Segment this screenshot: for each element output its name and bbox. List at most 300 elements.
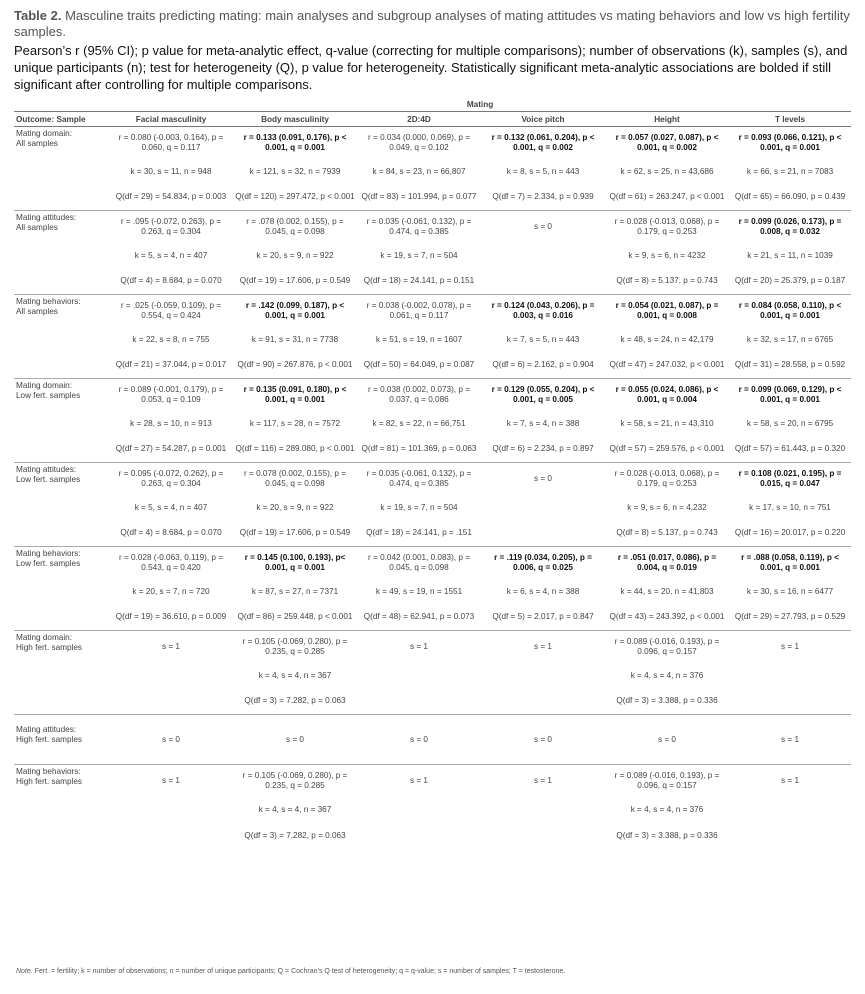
outcome-sample-cell [14,765,109,849]
table-cell [109,159,233,185]
table-cell [357,605,481,631]
table-cell [481,243,605,269]
table-cell [729,689,851,715]
sample-label: High fert. samples [16,777,82,786]
table-cell [109,463,233,495]
column-header: Height [605,112,729,127]
table-row [14,353,851,379]
table-cell [481,765,605,797]
table-cell [109,185,233,211]
cell-value: Q(df = 4) = 8.684, p = 0.070 [120,276,222,286]
cell-value: r = 0.089 (-0.001, 0.179), p = 0.053, q = 0.109 [118,384,224,404]
table-cell [729,185,851,211]
cell-value: s = 1 [781,641,800,651]
table-cell [605,631,729,663]
table-cell [109,547,233,579]
table-row [14,797,851,823]
cell-value: r = 0.105 (-0.069, 0.280), p = 0.235, q = 0.285 [242,636,348,656]
table-cell [109,797,233,823]
cell-value: Q(df = 20) = 25.379, p = 0.187 [734,276,846,286]
table-cell [605,715,729,765]
cell-value: r = 0.078 (0.002, 0.155), p = 0.045, q = 0.098 [244,468,346,488]
table-cell [605,547,729,579]
outcome-label: Mating behaviors: [16,767,81,776]
mating-group-header: Mating [466,99,494,109]
table-cell [729,521,851,547]
cell-value: r = 0.093 (0.066, 0.121), p < 0.001, q = 0.001 [738,132,842,152]
table-cell [233,127,357,159]
table-cell [357,269,481,295]
table-cell [357,715,481,765]
table-cell [233,547,357,579]
cell-value: Q(df = 29) = 54.834, p = 0.003 [115,192,227,202]
table-cell [109,295,233,327]
column-header: Body masculinity [233,112,357,127]
table-cell [109,715,233,765]
outcome-sample-cell [14,631,109,715]
cell-value: Q(df = 16) = 20.017, p = 0.220 [734,528,846,538]
table-cell [605,411,729,437]
table-cell [481,579,605,605]
sample-label: Low fert. samples [16,559,81,568]
table-row [14,327,851,353]
cell-value: Q(df = 116) = 289.080, p < 0.001 [235,444,355,454]
cell-value: r = 0.034 (0.000, 0.069), p = 0.049, q = 0.102 [368,132,470,152]
cell-value: k = 48, s = 24, n = 42,179 [620,334,714,344]
column-header: Outcome: Sample [14,112,109,127]
outcome-sample-cell [14,463,109,547]
table-row [14,547,851,579]
cell-value: r = .051 (0.017, 0.086), p = 0.004, q = 0.019 [617,552,717,572]
cell-value: k = 62, s = 25, n = 43,686 [620,166,714,176]
cell-value: s = 1 [534,775,552,785]
table-cell [233,579,357,605]
table-cell [481,327,605,353]
table-cell [357,353,481,379]
table-cell [357,765,481,797]
table-cell [357,495,481,521]
cell-value: k = 32, s = 17, n = 6765 [746,334,834,344]
cell-value: k = 6, s = 4, n = 388 [506,586,580,596]
cell-value: r = 0.080 (-0.003, 0.164), p = 0.060, q = 0.117 [118,132,224,152]
cell-value: s = 0 [162,734,180,744]
cell-value: Q(df = 8) = 5.137, p = 0.743 [616,528,718,538]
cell-value: Q(df = 6) = 2.162, p = 0.904 [492,360,594,370]
table-cell [729,159,851,185]
table-cell [109,631,233,663]
table-row [14,579,851,605]
cell-value: Q(df = 7) = 2.334, p = 0.939 [492,192,594,202]
outcome-sample-cell [14,211,109,295]
outcome-label: Mating domain: [16,129,72,138]
cell-value: r = 0.132 (0.061, 0.204), p < 0.001, q = 0.002 [491,132,595,152]
table-cell [729,295,851,327]
sample-label: High fert. samples [16,735,82,744]
cell-value: k = 7, s = 4, n = 388 [506,418,580,428]
cell-value: Q(df = 31) = 28.558, p = 0.592 [734,360,846,370]
cell-value: k = 66, s = 21, n = 7083 [746,166,834,176]
table-cell [605,765,729,797]
table-cell [481,663,605,689]
cell-value: r = .142 (0.099, 0.187), p < 0.001, q = 0.001 [245,300,345,320]
cell-value: k = 21, s = 11, n = 1039 [747,250,833,260]
cell-value: k = 19, s = 7, n = 504 [380,250,458,260]
cell-value: Q(df = 61) = 263.247, p < 0.001 [609,192,725,202]
table-cell [605,185,729,211]
table-cell [109,663,233,689]
table-note [16,968,565,975]
outcome-label: Mating attitudes: [16,465,77,474]
cell-value: Q(df = 8) = 5.137, p = 0.743 [616,276,718,286]
table-cell [729,327,851,353]
cell-value: k = 82, s = 22, n = 66,751 [372,418,466,428]
table-cell [109,689,233,715]
table-row [14,159,851,185]
table-cell [357,327,481,353]
table-cell [481,437,605,463]
cell-value: Q(df = 57) = 259.576, p < 0.001 [609,444,725,454]
table-cell [233,437,357,463]
cell-value: r = 0.124 (0.043, 0.206), p = 0.003, q = 0.016 [491,300,595,320]
table-row [14,411,851,437]
table-cell [481,353,605,379]
table-cell [605,797,729,823]
cell-value: r = 0.038 (-0.002, 0.078), p = 0.061, q = 0.117 [366,300,472,320]
sample-label: All samples [16,223,58,232]
outcome-sample-cell [14,715,109,765]
cell-value: k = 30, s = 11, n = 948 [130,166,212,176]
table-cell [109,327,233,353]
cell-value: Q(df = 3) = 3.388, p = 0.336 [616,696,718,706]
cell-value: Q(df = 3) = 7.282, p = 0.063 [244,696,346,706]
table-cell [357,797,481,823]
table-cell [605,327,729,353]
cell-value: Q(df = 43) = 243.392, p < 0.001 [609,612,725,622]
table-cell [729,211,851,243]
table-cell [729,631,851,663]
table-cell [357,159,481,185]
cell-value: s = 0 [286,734,304,744]
cell-value: s = 0 [658,734,676,744]
cell-value: Q(df = 19) = 17.606, p = 0.549 [239,528,351,538]
cell-value: k = 49, s = 19, n = 1551 [375,586,463,596]
table-cell [233,689,357,715]
outcome-label: Mating domain: [16,381,72,390]
cell-value: r = 0.108 (0.021, 0.195), p = 0.015, q = 0.047 [738,468,842,488]
table-cell [233,765,357,797]
table-cell [729,715,851,765]
cell-value: k = 44, s = 20, n = 41,803 [620,586,714,596]
cell-value: k = 19, s = 7, n = 504 [380,502,458,512]
sample-label: Low fert. samples [16,475,81,484]
table-cell [729,495,851,521]
table-row [14,521,851,547]
cell-value: r = 0.099 (0.069, 0.129), p < 0.001, q = 0.001 [738,384,842,404]
table-row [14,765,851,797]
cell-value: k = 20, s = 9, n = 922 [256,502,334,512]
cell-value: Q(df = 3) = 7.282, p = 0.063 [244,830,346,840]
column-header: Voice pitch [481,112,605,127]
table-cell [233,411,357,437]
table-row [14,663,851,689]
cell-value: r = 0.054 (0.021, 0.087), p = 0.001, q = 0.008 [615,300,719,320]
table-cell [729,353,851,379]
table-cell [605,579,729,605]
table-cell [481,631,605,663]
table-cell [233,269,357,295]
table-cell [357,663,481,689]
cell-value: r = 0.105 (-0.069, 0.280), p = 0.235, q = 0.285 [242,770,348,790]
cell-value: s = 1 [410,775,428,785]
table-cell [109,521,233,547]
cell-value: r = 0.145 (0.100, 0.193), p< 0.001, q = 0.001 [244,552,346,572]
table-row [14,631,851,663]
table-cell [481,463,605,495]
table-cell [357,521,481,547]
table-cell [729,765,851,797]
table-description: Pearson’s r (95% CI); p value for meta-analytic effect, q-value (correcting for multiple comparisons); number of observations (k), samples (s), and unique participants (n); test for heterogeneity (Q), p value for heterogeneity. Statistically significant meta-analytic associations are bolded if still significant after controlling for multiple comparisons. [14,43,848,92]
cell-value: k = 9, s = 6, n = 4,232 [627,502,707,512]
cell-value: s = 1 [781,775,800,785]
table-cell [109,823,233,849]
table-row [14,295,851,327]
table-title-label: Table 2. [14,8,62,23]
outcome-label: Mating behaviors: [16,297,81,306]
table-row [14,463,851,495]
table-cell [357,411,481,437]
table-cell [605,127,729,159]
cell-value: k = 30, s = 16, n = 6477 [746,586,834,596]
table-cell [481,797,605,823]
table-cell [605,159,729,185]
table-cell [605,521,729,547]
table-cell [109,605,233,631]
table-cell [729,269,851,295]
table-cell [729,379,851,411]
table-cell [233,521,357,547]
cell-value: r = 0.038 (0.002, 0.073), p = 0.037, q = 0.086 [368,384,470,404]
table-cell [605,211,729,243]
outcome-sample-cell [14,295,109,379]
column-header: Facial masculinity [109,112,233,127]
cell-value: s = 0 [534,221,552,231]
table-cell [109,269,233,295]
table-cell [233,185,357,211]
table-cell [233,295,357,327]
table-row [14,127,851,159]
table-cell [729,823,851,849]
cell-value: r = 0.028 (-0.013, 0.068), p = 0.179, q = 0.253 [614,216,720,236]
table-cell [357,185,481,211]
table-row [14,243,851,269]
table-cell [605,243,729,269]
cell-value: s = 1 [781,734,800,744]
table-cell [729,437,851,463]
table-cell [729,663,851,689]
cell-value: Q(df = 18) = 24.141, p = 0.151 [363,276,475,286]
table-cell [109,353,233,379]
table-cell [605,823,729,849]
cell-value: k = 8, s = 5, n = 443 [506,166,580,176]
table-cell [481,411,605,437]
cell-value: k = 5, s = 4, n = 407 [134,250,208,260]
note-label: Note. [16,968,33,975]
table-cell [109,379,233,411]
cell-value: Q(df = 86) = 259.448, p < 0.001 [237,612,353,622]
cell-value: r = .078 (0.002, 0.155), p = 0.045, q = 0.098 [246,216,344,236]
cell-value: r = 0.095 (-0.072, 0.262), p = 0.263, q = 0.304 [118,468,224,488]
table-cell [481,521,605,547]
table-title-text: Masculine traits predicting mating: main analyses and subgroup analyses of mating attitudes vs mating behaviors and low vs high fertility samples. [14,8,850,39]
cell-value: r = 0.035 (-0.061, 0.132), p = 0.474, q = 0.385 [366,468,472,488]
table-cell [233,823,357,849]
table-row [14,689,851,715]
table-cell [729,547,851,579]
cell-value: Q(df = 6) = 2.234, p = 0.897 [492,444,594,454]
table-cell [233,379,357,411]
cell-value: s = 0 [410,734,428,744]
table-cell [605,463,729,495]
cell-value: k = 22, s = 8, n = 755 [132,334,210,344]
cell-value: k = 28, s = 10, n = 913 [130,418,212,428]
table-cell [109,765,233,797]
table-cell [233,605,357,631]
table-cell [481,269,605,295]
table-row [14,211,851,243]
column-header: T levels [729,112,851,127]
table-cell [481,295,605,327]
table-cell [729,579,851,605]
table-cell [481,715,605,765]
cell-value: Q(df = 29) = 27.793, p = 0.529 [734,612,846,622]
table-cell [109,211,233,243]
table-cell [605,269,729,295]
cell-value: Q(df = 120) = 297.472, p < 0.001 [235,192,355,202]
cell-value: r = 0.028 (-0.063, 0.119), p = 0.543, q = 0.420 [118,552,224,572]
cell-value: r = .025 (-0.059, 0.109), p = 0.554, q = 0.424 [120,300,222,320]
cell-value: r = 0.089 (-0.016, 0.193), p = 0.096, q = 0.157 [614,770,720,790]
table-row [14,269,851,295]
cell-value: k = 91, s = 31, n = 7738 [251,334,339,344]
table-cell [357,243,481,269]
cell-value: r = 0.129 (0.055, 0.204), p < 0.001, q = 0.005 [491,384,595,404]
table-cell [357,437,481,463]
table-cell [481,185,605,211]
cell-value: k = 84, s = 23, n = 66,807 [372,166,466,176]
table-cell [481,495,605,521]
cell-value: s = 1 [534,641,552,651]
cell-value: Q(df = 57) = 61.443, p = 0.320 [734,444,846,454]
table-cell [109,437,233,463]
cell-value: Q(df = 81) = 101.369, p = 0.063 [361,444,477,454]
cell-value: Q(df = 27) = 54.287, p = 0.001 [115,444,227,454]
outcome-label: Mating attitudes: [16,213,77,222]
table-row [14,715,851,765]
table-title [14,8,851,40]
cell-value: r = 0.089 (-0.016, 0.193), p = 0.096, q = 0.157 [614,636,720,656]
table-cell [233,211,357,243]
table-cell [729,605,851,631]
cell-value: k = 20, s = 9, n = 922 [256,250,334,260]
cell-value: r = 0.028 (-0.013, 0.068), p = 0.179, q = 0.253 [614,468,720,488]
table-cell [605,437,729,463]
table-row [14,495,851,521]
table-cell [357,579,481,605]
cell-value: Q(df = 3) = 3.388, p = 0.336 [616,830,718,840]
table-cell [233,243,357,269]
table-cell [357,211,481,243]
table-cell [729,463,851,495]
outcome-sample-cell [14,127,109,211]
table-cell [605,663,729,689]
column-header: 2D:4D [357,112,481,127]
table-cell [109,411,233,437]
cell-value: s = 1 [162,641,180,651]
table-cell [233,495,357,521]
cell-value: Q(df = 18) = 24.141, p = .151 [366,528,472,538]
table-cell [481,823,605,849]
cell-value: r = .095 (-0.072, 0.263), p = 0.263, q = 0.304 [120,216,222,236]
table-cell [481,547,605,579]
table-cell [605,605,729,631]
table-cell [729,127,851,159]
table-cell [357,127,481,159]
table-cell [729,411,851,437]
outcome-sample-cell [14,547,109,631]
table-cell [357,379,481,411]
cell-value: Q(df = 5) = 2.017, p = 0.847 [492,612,594,622]
table-row [14,185,851,211]
table-cell [233,631,357,663]
table-row [14,605,851,631]
table-cell [357,689,481,715]
cell-value: Q(df = 19) = 36.610, p = 0.009 [115,612,227,622]
table-cell [233,715,357,765]
cell-value: s = 1 [162,775,180,785]
table-cell [233,159,357,185]
table-cell [109,495,233,521]
table-cell [233,663,357,689]
cell-value: Q(df = 83) = 101.994, p = 0.077 [361,192,477,202]
table-cell [233,353,357,379]
cell-value: r = 0.042 (0.001, 0.083), p = 0.045, q = 0.098 [368,552,470,572]
table-row [14,379,851,411]
outcome-label: Mating behaviors: [16,549,81,558]
cell-value: Q(df = 48) = 62.941, p = 0.073 [363,612,475,622]
table-cell [109,127,233,159]
cell-value: r = 0.035 (-0.061, 0.132), p = 0.474, q = 0.385 [366,216,472,236]
results-table [14,97,851,849]
table-cell [233,327,357,353]
cell-value: k = 4, s = 4, n = 376 [630,804,704,814]
cell-value: s = 0 [534,734,552,744]
table-cell [481,159,605,185]
table-cell [109,243,233,269]
table-cell [357,631,481,663]
table-cell [605,353,729,379]
cell-value: k = 4, s = 4, n = 367 [258,670,332,680]
cell-value: r = .088 (0.058, 0.119), p < 0.001, q = 0.001 [741,552,839,572]
cell-value: Q(df = 47) = 247.032, p < 0.001 [609,360,725,370]
cell-value: r = 0.057 (0.027, 0.087), p < 0.001, q = 0.002 [615,132,719,152]
table-cell [729,243,851,269]
table-cell [357,823,481,849]
cell-value: k = 9, s = 6, n = 4232 [628,250,706,260]
table-cell [729,797,851,823]
cell-value: k = 117, s = 28, n = 7572 [249,418,341,428]
cell-value: k = 4, s = 4, n = 376 [630,670,704,680]
cell-value: Q(df = 19) = 17.606, p = 0.549 [239,276,351,286]
